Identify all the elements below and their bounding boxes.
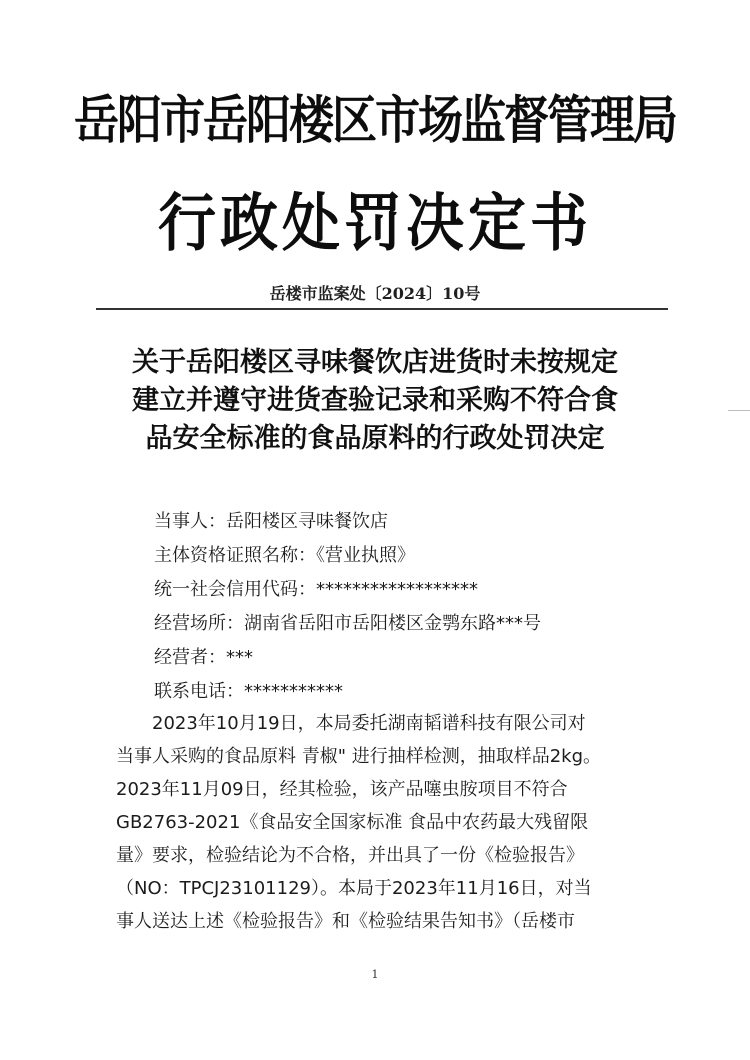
- credit-code-field: 统一社会信用代码：******************: [154, 579, 478, 600]
- party-info: [154, 505, 541, 709]
- scan-edge-mark: [728, 410, 750, 411]
- body-line: （NO：TPCJ23101129）。本局于2023年11月16日，对当: [116, 878, 592, 899]
- header-divider: [96, 308, 668, 310]
- body-line: 事人送达上述《检验报告》和《检验结果告知书》（岳楼市: [116, 911, 575, 932]
- business-address-field: 经营场所：湖南省岳阳市岳阳楼区金鹗东路***号: [154, 613, 541, 634]
- heading-line: 建立并遵守进货查验记录和采购不符合食: [132, 385, 618, 416]
- party-name-field: 当事人：岳阳楼区寻味餐饮店: [154, 511, 388, 532]
- document-number: 岳楼市监案处〔2024〕10号: [269, 284, 481, 303]
- decision-heading: [0, 344, 750, 458]
- agency-name: 岳阳市岳阳楼区市场监督管理局: [73, 89, 676, 151]
- phone-field: 联系电话：***********: [154, 681, 343, 702]
- operator-field: 经营者：***: [154, 647, 253, 668]
- page-number: 1: [371, 968, 379, 981]
- body-line: 量》要求，检验结论为不合格，并出具了一份《检验报告》: [116, 845, 584, 866]
- license-name-field: 主体资格证照名称：《营业执照》: [154, 545, 415, 566]
- document-title: 行政处罚决定书: [157, 186, 592, 260]
- body-line: 2023年11月09日，经其检验，该产品噻虫胺项目不符合: [116, 779, 568, 800]
- heading-line: 品安全标准的食品原料的行政处罚决定: [145, 423, 605, 454]
- body-paragraph: [116, 707, 646, 938]
- heading-line: 关于岳阳楼区寻味餐饮店进货时未按规定: [132, 347, 618, 378]
- body-line: GB2763-2021《食品安全国家标准 食品中农药最大残留限: [116, 812, 589, 833]
- body-line: 当事人采购的食品原料 青椒" 进行抽样检测，抽取样品2kg。: [116, 746, 602, 767]
- body-line: 2023年10月19日，本局委托湖南韬谱科技有限公司对: [116, 713, 586, 734]
